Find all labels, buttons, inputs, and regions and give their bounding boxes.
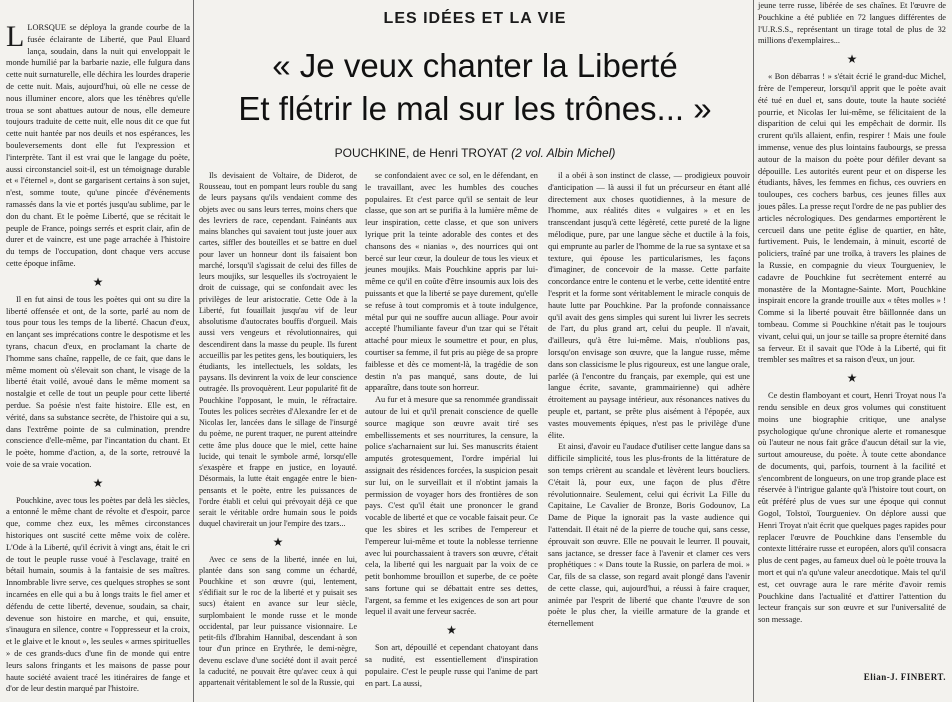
article-column-4 [548,170,750,630]
headline-line-2: Et flétrir le mal sur les trônes... » [238,90,712,127]
paragraph: Et ainsi, d'avoir eu l'audace d'utiliser cette langue dans sa difficile simplicité, tous les plus-fronts de la littérature de son temps crièrent au scandale et lèvèrent leurs boucliers. C'était là, pour eux, une façon de plus d'être révolutionnaire. Seulement, celui qui écrivit La Fille du Capitaine, Le Cavalier de Bronze, Boris Godounov, La Dame de Pique la ignorait pas la vaste audience qui l'attendait. Il était né de la pierre de touche qui, sans cesse, éprouvait son œuvre. Elle ne pouvait le leurrer. Il pouvait, sans jactance, se dresser face à l'avenir et clamer ces vers prophétiques : « Dans toute la Russie, on parlera de moi. » Car, fils de sa classe, son regard avait plongé dans l'avenir de cette classe, qui, aujourd'hui, a réussi à faire craquer, animée par l'esprit de liberté que chante l'œuvre de son poète le plus cher, la vieille armature de la grande et éternellement [548,442,750,629]
section-separator-star: ★ [846,371,858,386]
author-signature: Elian-J. FINBERT. [863,672,946,682]
paragraph: Au fur et à mesure que sa renommée grandissait autour de lui et qu'il prenait conscience de quelle source magique son œuvre avait tiré ses embellissements et ses nourritures, la censure, la police s'acharnaient sur lui. Ses manuscrits étaient amputés grotesquement, l'ordre impérial lui assignait des résidences forcées, la suspicion pesait sur lui, on le surveillait et il n'obtint jamais la permission de voyager hors des frontières de son pays. C'est qu'il était une prononcer le grand vocable de liberté et que ce vocable faisait peur. Ce que les sbires et les scribes de l'empereur et l'empereur lui-même et toute la noblesse terrienne avec lui pourchassaient à travers son œuvre, c'était cela, la liberté qui les narguait par la voix de ce petit bonhomme brouillon et superbe, de ce poète sans fortune qui se débattait entre ses dettes, l'argent, sa femme et les exigences de son art pour lequel il avait une ferveur sacrée. [365,395,538,617]
column-rule [193,0,194,702]
drop-cap: L [6,20,25,53]
article-column-5 [758,0,946,626]
byline-author: POUCHKINE, de Henri TROYAT [334,146,508,160]
paragraph: « Bon débarras ! » s'était écrié le grand-duc Michel, frère de l'empereur, lorsqu'il apprit que le poète avait été tué en duel et, sans doute, toute la haute société pourrie, et Nicolas Ier lui-même, se félicitaient de la disparition de celui qui les empêchait de dormir. Ils crurent qu'ils allaient, enfin, respirer ! Mais une foule immense, venue des plus lointains faubourgs, se pressa autour de la maison du poète pour défiler devant sa dépouille. Les autorités eurent peur et on disperse les étudiants, hâves, les femmes en fichus, ces ouvriers en touloupes, ces cochers barbus, ces jeunes filles aux joues pâles. La presse reçut l'ordre de ne pas publier des articles nécrologiques. Des gendarmes emportèrent le cercueil dans une petite église de quartier, en hâte, furtivement. Puis, le lendemain, à minuit, escorté de policiers, traîné par une troïka, à travers les plaines de la Russie, en compagnie du vieux Tourgueniev, le cadavre de Pouchkine fut secrètement enterré au monastère de la Montagne-Sainte. Mort, Pouchkine inspirait encore la grande trouille aux « têtes molles » ! Comme si la liberté pouvait être bâillonnée dans un tombeau. Comme si Pouchkine n'était pas le toujours vivant, celui qui, un jour se taille sa propre éternité dans sa ferveur. Et il savait que l'Ode à la Liberté, qui fit trembler ses maîtres et sa raison d'eux, un jour. [758,72,946,365]
byline-publisher: (2 vol. Albin Michel) [511,146,616,160]
section-separator-star: ★ [846,52,858,67]
paragraph: LLORSQUE se déploya la grande courbe de la fusée éclairante de Liberté, que Paul Eluard lança, soudain, dans la nuit qui enveloppait le monde humilié par la barbarie nazie, elle fulgura dans cette nuit surnaturelle, elle déchira les lourdes draperie de cette nuit. Mais, aujourd'hui, où elle ne cesse de nous illuminer encore, alors que les ténèbres qu'elle troua se sont abattues autour de nous, elle demeure toujours traduite de cette nuit, elle nous dit ce que fut cette nuit hantée par nos deuils et nos espérances, les bouleversements dont elle fut l'expression et l'interprète. Tant il est vrai que le langage du poète, aussi circonstanciel soit-il, est un témoignage durable et « l'éternel », dont se gargarisent certains à son sujet, n'est, somme toute, qu'une pincée d'événements ramassés dans la vie et portés jusqu'au sublime, par le don du chant. Et le poème Liberté, que se récitait le peuple de France, poings serrés et esprit clair, afin de durer et de vaincre, est une page arrachée à l'histoire du temps de l'occupation, dont chaque vers accuse cette époque infâme. [6,20,190,268]
article-column-3 [365,170,538,689]
paragraph: Ce destin flamboyant et court, Henri Troyat nous l'a rendu sensible en deux gros volumes qui constituent moins une biographie critique, une analyse psychologique qu'une chronique alerte et romanesque où l'auteur ne nous fait grâce d'aucun détail sur la vie, surtout amoureuse, du poète. À toute cette abondance de documents, qui, parfois, tournent à la facilité et s'encombrent de longueurs, on une trop grande place est réservée à l'intrigue galante qu'à l'histoire tout court, on eût préféré plus de vues sur une époque qui connut Gogol, Tolstoï, Tourgueniev. On déplore aussi que Henri Troyat n'ait écrit que quelques pages rapides pour replacer l'œuvre de Pouchkine dans l'ensemble du contexte littéraire russe et européen, alors qu'il consacra plus de cent pages, au fameux duel où le poète trouva la mort et qui n'a qu'une valeur anecdotique. Mais tel qu'il est, cet ouvrage aura le rare mérite d'avoir remis Pouchkine dans l'actualité et d'attirer l'attention du lecteur français sur son œuvre et sur l'universalité de son message. [758,391,946,625]
section-separator-star: ★ [446,623,457,638]
article-column-2 [199,170,357,688]
paragraph: Il en fut ainsi de tous les poètes qui ont su dire la liberté offensée et ont, de la sorte, parlé au nom de tous pour tous les temps de la liberté. Chacun d'eux, en lançant ses imprécations contre le despotisme et les tyrans, chacun d'eux, en proclamant la charte de l'homme sans chaîne, rappelle, de ce fait, que dans le même moment où s'élevait son chant, le visage de la liberté était voilé, avoué dans le même moment sa nostalgie et celle de tout un peuple pour cette liberté perdue. Sa poésie n'est faite histoire. Elle est, en vérité, dans sa substance secrète, de l'histoire qui a su, dans l'extrême pointe de sa culmination, prendre conscience d'elle-même, par l'incantation du chant. Et le poète, homme d'action, a, de la sorte, retrouvé la voie de sa vraie vocation. [6,294,190,469]
article-column-1 [6,22,190,695]
section-title: LES IDÉES ET LA VIE [383,10,567,27]
article-headline [199,44,751,130]
paragraph: Ils devisaient de Voltaire, de Diderot, de Rousseau, tout en pompant leurs rouble du sang de leurs paysans qu'ils vendaient comme des objets avec ou sans leurs terres, moins chers que des levriers de race, cependant. Fainéants aux mains blanches qui savaient tout juste jouer aux cartes, siffler des bouteilles et se battre en duel pour laver un honneur dont ils faisaient bon marché, lorsqu'il s'agissait de celui des filles de leurs moujiks, sur lesquelles ils s'octroyaient le droit de cuissage, qui se confondait avec les privilèges de leur aristocratie. Cette Ode à la Liberté, fut fouaillait jusqu'au vif de leur absolutisme d'autocrates bouffis d'orgueil. Mais aussi vers vengeurs et révolutionnaires, qui descendirent dans la masse du peuple. Ils furent accueillis par les petites gens, les boutiquiers, les étudiants, les intellectuels, les soldats, les paysans. Ils devinrent la voix de leur conscience outragée. Ils provoquèrent. Leur popularité fit de Pouchkine l'opposant, le muin, le réfractaire. Toutes les polices secrètes d'Alexandre Ier et de Nicolas Ier, lancées dans le sillage de l'insurgé du poème, ne purent traquer, ne purent atteindre cette âme plus douce que le miel, cette haine lucide, qui tenait le symbole armé, lorsqu'elle s'exaspère et frappe en justice, en loyauté. Désormais, la lutte était engagée entre le bien-pensants et le poète, entre les puissances de l'ordre établi et celui qui prévoyait déjà ce que serait le véritable ordre humain sous le poids duquel chavirerait un jour l'empire des tzars... [199,171,357,529]
paragraph: Avec ce sens de la liberté, innée en lui, plantée dans son sang comme un échardé, Pouchkine et son œuvre (qui, lentement, s'édifiait sur le roc de la liberté et y puisait ses sucs) étaient en avance sur leur siècle, surplombaient le monde russe et le monde occidental, par leur puissance visionnaire. Le petit-fils d'Ibrahim Hannibal, descendant à son tour d'un prince en Erythrée, le demi-nègre, devenu esclave d'une société dont il avait percé la caducité, ne pouvait être qu'avec ceux à qui appartenait véritablement le sol de la Russie, qui [199,554,357,688]
section-banner [199,2,751,42]
section-separator-star: ★ [92,274,104,289]
paragraph: Son art, dépouillé et cependant chatoyant dans sa nudité, est essentiellement d'inspiration populaire. C'est le peuple russe qui l'anime de part en part. La aussi, [365,643,538,688]
paragraph: se confondaient avec ce sol, en le défendant, en le travaillant, avec les humbles des couches populaires. Et c'est parce qu'il se sentait de leur classe, que son art se purifia à la lumière même de leur inspiration, cette classe, et que son univers lyrique prit la teinte adorable des contes et des chansons des « nianias », des nourrices qui ont bercé sur leur cœur, la douleur de tous les vieux et jeunes moujiks. Mais Pouchkine appris par lui-même ce qu'il en coûte d'être insoumis aux lois des puissants et que la liberté se paye durement, qu'elle se refuse à tout compromis et à toute indulgence, métal pur qui ne souffre aucun alliage. Pour avoir accepté l'humiliante faveur d'un tzar qui se l'était attaché pour mieux le soumettre et pour, en plus, courtiser sa femme, il fut pris au piège de sa propre faiblesse et dès ce moment-là, la tragédie de son destin n'a pas manqué, sans doute, de lui apparaître, dans toute son horreur. [365,171,538,393]
column-rule [753,0,754,702]
headline-line-1: « Je veux chanter la Liberté [272,47,678,84]
article-byline [199,146,751,160]
paragraph: Pouchkine, avec tous les poètes par delà les siècles, a entonné le même chant de révolte et d'espoir, parce que, comme chez eux, les mêmes circonstances historiques ont suscité cette même voix de colère. L'Ode à la Liberté, qu'il écrivit à vingt ans, était le cri de tout le peuple russe voué à l'esclavage, traité en bétail humain, soumis à la fantaisie de ses maîtres. Innombrable livre serve, ces quelques strophes se sont incarnées en elle qui a bu à longs traits le fiel amer et défendu de cette liberté, devenue, soudain, sa chair, devenue son histoire en marche, et qui, ensuite, s'inaugura en silence, contre « l'oppresseur et la croix, et le glaive et le knout », les seules « armes spirituelles » de ces grands-ducs d'une fin de monde qui entre leurs salons fringants et les maisons de passe pour haute société avaient tracé les itinéraires de fange et d'or de leur destin marqué par l'histoire. [6,495,190,694]
section-separator-star: ★ [272,534,284,549]
paragraph: jeune terre russe, libérée de ses chaînes. Et l'œuvre de Pouchkine a été publiée en 72 langues différentes de l'U.R.S.S., représentant un tirage total de plus de 32 millions d'exemplaires... [758,1,946,46]
section-separator-star: ★ [92,475,104,490]
paragraph: il a obéi à son instinct de classe, — prodigieux pouvoir d'anticipation — là aussi il fut un précurseur en étant allé directement aux choses quotidiennes, à la mesure de l'homme, aux réalités dites « vulgaires » et en les transcendant jusqu'à cette légèreté, cette pureté de la ligne mélodique, pure, par une langue sèche et ductile à la fois, qui emprunte au parler de l'homme de la rue sa syntaxe et sa texture, qui épouse les particularismes, les façons d'imaginer, de concevoir de la masse. Cette parfaite concordance entre le contenu et le verbe, cette identité entre l'esprit et la forme sont véritablement le miracle conquis de haute lutte par Pouchkine. Par la profonde connaissance qu'il avait des gens simples qui surent lui livrer les secrets de l'art, du plus grand art, celui du peuple. Il n'avait, d'ailleurs, qu'à être lui-même. Mais, n'oublions pas, lorsqu'on envisage son œuvre, que la langue russe, même dans son classicisme le plus rigoureux, est une langue orale, parlée (à l'encontre du français, par exemple, qui est une langue écrite, savante, grammairienne) qui adhère étroitement au paysage intérieur, aux résonances natives du peuple et, partant, se prête plus aisément à l'épopée, aux vastes mouvements épiques, n'est pas le privilège d'une élite. [548,171,750,440]
